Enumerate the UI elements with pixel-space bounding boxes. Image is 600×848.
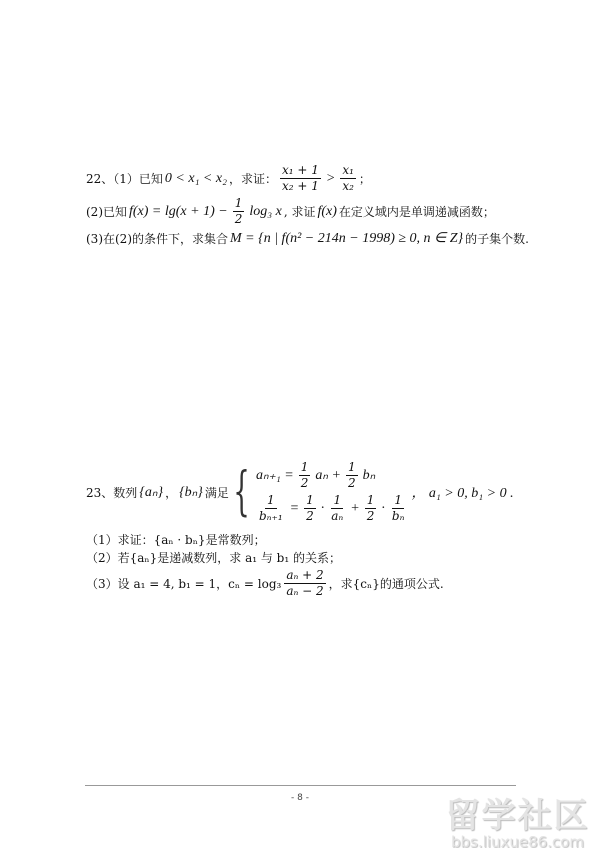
math: 0 < x₁ < x₂ [164,170,227,186]
math: > [325,170,336,186]
watermark-url: bbs.liuxue86.com [451,833,584,848]
q22-part2 [86,196,495,227]
q23-part2 [86,549,341,566]
text: 满足 [204,485,229,500]
math: f(x) = lg(x + 1) − [129,203,228,219]
watermark-text: 留学社区 [445,796,590,836]
fraction: $\frac{\text{x₁ + 1}}{\text{x₂ + 1}}$ [281,163,319,193]
equation-system: { aₙ₊₁ = $\frac{1}{2}$ aₙ + $\frac{1}{2}$ bₙ $\frac{1}{\text{bₙ₊₁}}$ = $\frac{1}{2}$ · $\frac{1}{\text{aₙ}}$ + $\frac{1}{2}$ · $\frac{1}{\text{bₙ}}$ [233,460,405,523]
footer-rule [85,785,516,786]
text: ， [165,485,178,500]
label: (3)在(2)的条件下，求集合 [86,232,228,246]
math: M = {n | f(n² − 214n − 1998) ≥ 0, n ∈ Z} [230,231,464,246]
q23-part3 [86,568,444,599]
math: {aₙ} [139,484,164,500]
brace: { [233,462,250,522]
math: ， a₁ > 0, b₁ > 0 . [411,486,514,501]
text: 的子集个数. [465,232,529,246]
label: 22、（1）已知 [86,172,163,186]
text: , 求证 [283,205,316,219]
q22-part3 [86,230,529,247]
q22-part1 [86,163,371,194]
text: ； [358,172,371,186]
math: log₃ x [249,203,282,219]
label: 23、数列 [86,485,138,500]
fraction: $\frac{1}{2}$ [234,196,243,226]
text: （2）若{aₙ}是递减数列，求 a₁ 与 b₁ 的关系； [86,551,341,565]
q23-stem [86,460,516,524]
math: {bₙ} [179,484,203,500]
text: （3）设 a₁ = 4, b₁ = 1，cₙ = log₃ [86,577,282,591]
fraction: $\frac{\text{aₙ + 2}}{\text{aₙ − 2}}$ [286,568,324,598]
text: 在定义域内是单调递减函数； [338,205,495,219]
text: （1）求证：{aₙ · bₙ}是常数列； [86,533,266,547]
math: f(x) [317,203,337,219]
text: ，求{cₙ}的通项公式. [328,577,444,591]
text: ，求证： [228,172,277,186]
q23-part1 [86,531,266,548]
label: (2)已知 [86,205,127,219]
page-number: - 8 - [291,793,309,803]
watermark-logo [440,788,595,848]
fraction: $\frac{\text{x₁}}{\text{x₂}}$ [342,163,354,193]
